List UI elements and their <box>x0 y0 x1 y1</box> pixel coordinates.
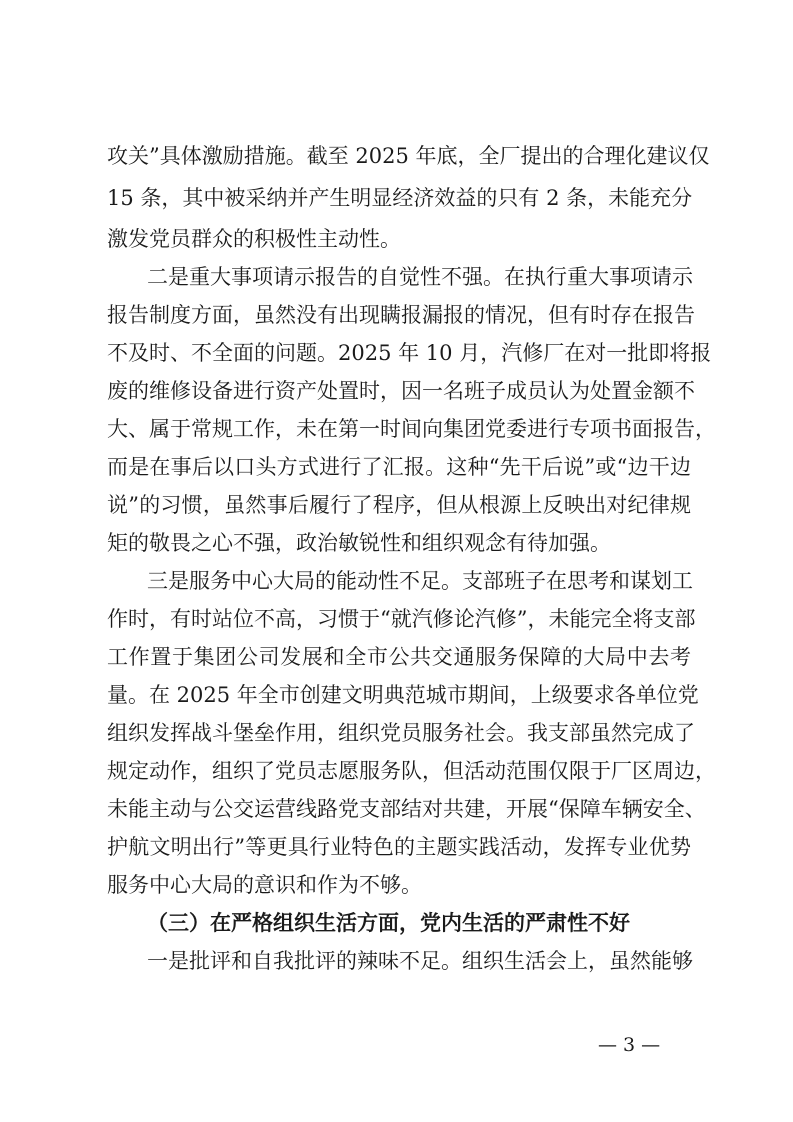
body-line: 15 条，其中被采纳并产生明显经济效益的只有 2 条，未能充分 <box>107 186 693 210</box>
paragraph-lead-line: 二是重大事项请示报告的自觉性不强。在执行重大事项请示 <box>147 265 693 289</box>
paragraph-lead-line: 一是批评和自我批评的辣味不足。组织生活会上，虽然能够 <box>147 949 693 973</box>
body-line: 激发党员群众的积极性主动性。 <box>107 227 401 251</box>
page-number: — 3 — <box>598 1034 661 1056</box>
body-line: 说”的习惯，虽然事后履行了程序，但从根源上反映出对纪律规 <box>107 493 691 517</box>
section-heading: （三）在严格组织生活方面，党内生活的严肃性不好 <box>147 910 630 935</box>
body-line: 而是在事后以口头方式进行了汇报。这种“先干后说”或“边干边 <box>107 455 691 479</box>
body-line: 矩的敬畏之心不强，政治敏锐性和组织观念有待加强。 <box>107 531 611 555</box>
paragraph-lead-line: 三是服务中心大局的能动性不足。支部班子在思考和谋划工 <box>147 569 693 593</box>
body-line: 规定动作，组织了党员志愿服务队，但活动范围仅限于厂区周边， <box>107 759 716 783</box>
body-line: 大、属于常规工作，未在第一时间向集团党委进行专项书面报告， <box>107 417 716 441</box>
body-line: 未能主动与公交运营线路党支部结对共建，开展“保障车辆安全、 <box>107 797 706 821</box>
body-line: 攻关”具体激励措施。截至 2025 年底，全厂提出的合理化建议仅 <box>107 144 710 168</box>
body-line: 不及时、不全面的问题。2025 年 10 月，汽修厂在对一批即将报 <box>107 341 712 365</box>
body-line: 工作置于集团公司发展和全市公共交通服务保障的大局中去考 <box>107 645 691 669</box>
body-line: 护航文明出行”等更具行业特色的主题实践活动，发挥专业优势 <box>107 835 691 859</box>
body-line: 报告制度方面，虽然没有出现瞒报漏报的情况，但有时存在报告 <box>107 303 695 327</box>
body-line: 服务中心大局的意识和作为不够。 <box>107 873 422 897</box>
body-line: 组织发挥战斗堡垒作用，组织党员服务社会。我支部虽然完成了 <box>107 721 695 745</box>
body-line: 作时，有时站位不高，习惯于“就汽修论汽修”，未能完全将支部 <box>107 607 696 631</box>
body-line: 废的维修设备进行资产处置时，因一名班子成员认为处置金额不 <box>107 379 695 403</box>
body-line: 量。在 2025 年全市创建文明典范城市期间，上级要求各单位党 <box>107 683 699 707</box>
